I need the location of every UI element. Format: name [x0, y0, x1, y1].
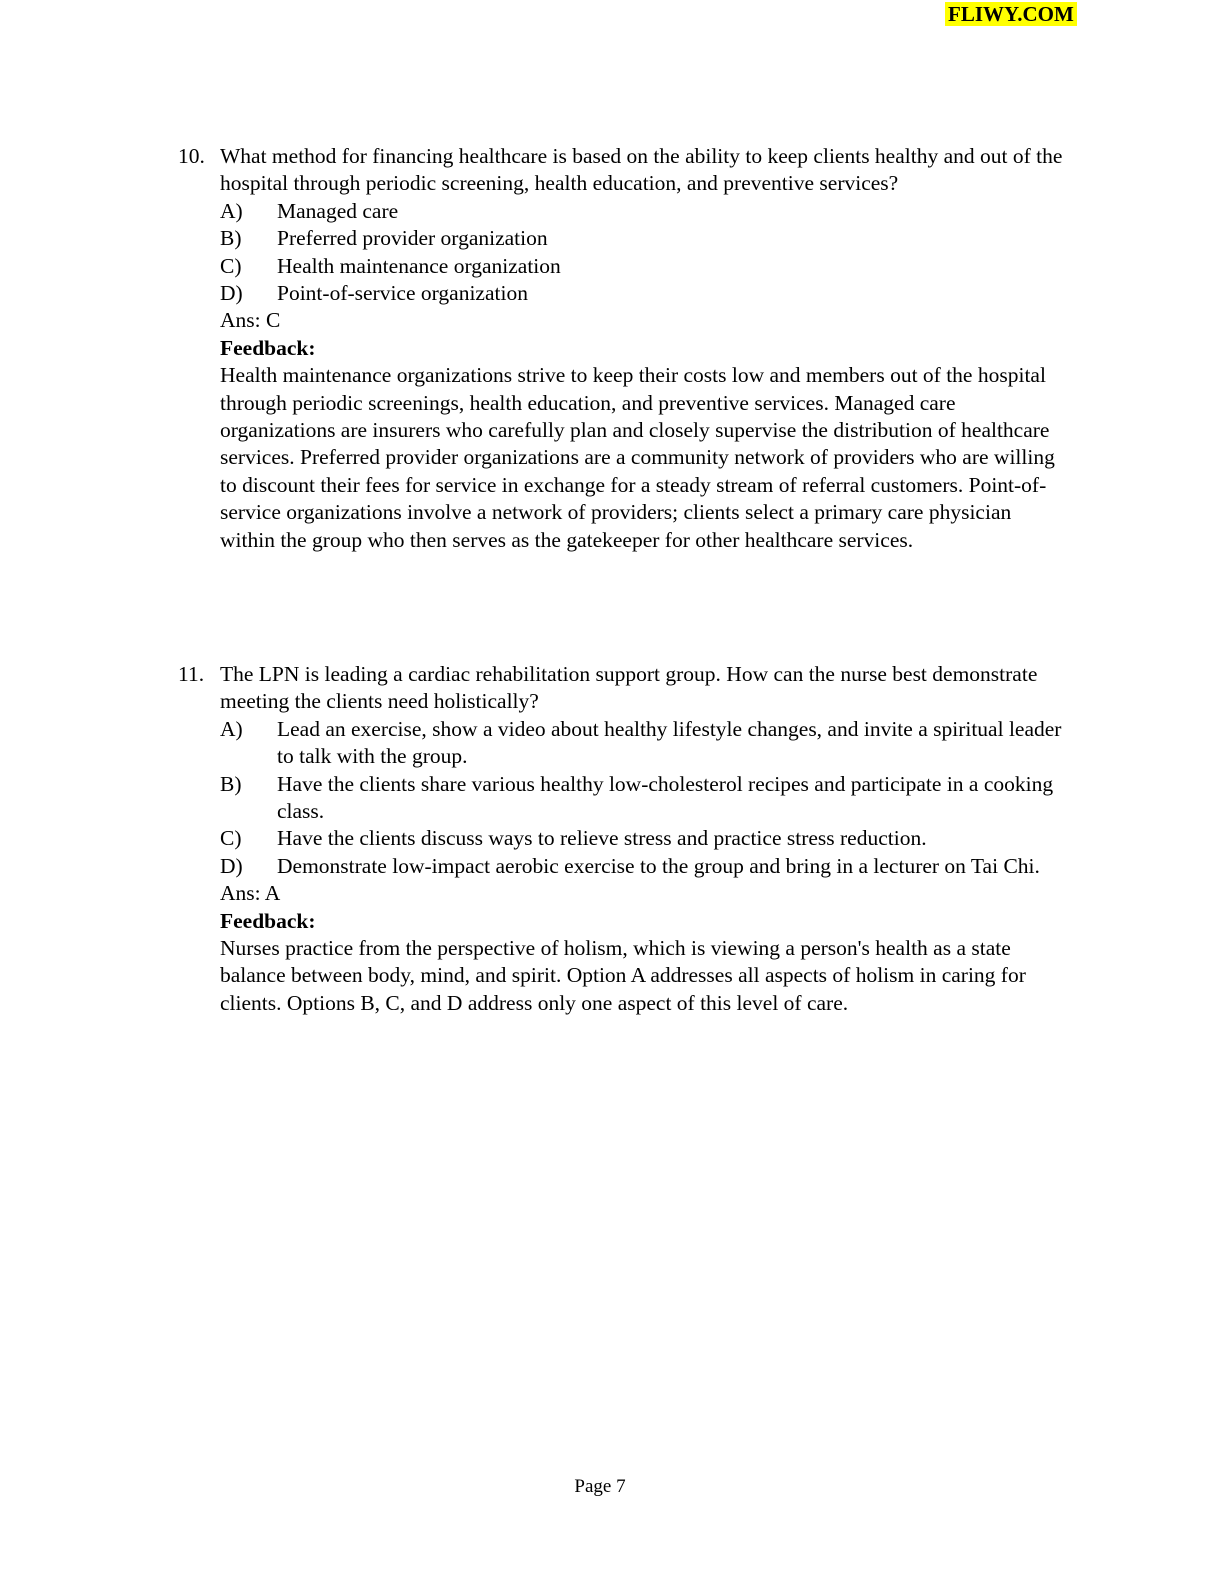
feedback-heading: Feedback: — [220, 908, 316, 933]
option-text: Point-of-service organization — [277, 281, 528, 306]
option-letter: A) — [220, 198, 243, 223]
feedback-text: Health maintenance organizations strive to keep their costs low and members out of the hospital through periodic screenings, health education, and preventive services. Managed care organizations are insurers who carefully plan and closely supervise the distribution of healthcare services. Preferred provider organizations are a community network of providers who are willing to discount their fees for service in exchange for a steady stream of referral customers. Point-of-service organizations involve a network of providers; clients select a primary care physician within the group who then serves as the gatekeeper for other healthcare services. — [220, 363, 1055, 552]
option-c — [220, 253, 1068, 280]
option-letter: B) — [220, 771, 242, 796]
feedback-heading: Feedback: — [220, 335, 316, 360]
option-letter: A) — [220, 716, 243, 741]
option-text: Preferred provider organization — [277, 226, 548, 251]
option-d — [220, 280, 1068, 307]
option-a — [220, 716, 1068, 771]
option-b — [220, 771, 1068, 826]
option-d — [220, 853, 1068, 880]
option-c — [220, 825, 1068, 852]
question-10 — [178, 143, 1068, 554]
option-letter: D) — [220, 853, 243, 878]
answer: Ans: A — [220, 881, 281, 906]
option-text: Health maintenance organization — [277, 253, 561, 278]
option-letter: C) — [220, 253, 242, 278]
option-text: Demonstrate low-impact aerobic exercise to the group and bring in a lecturer on Tai Chi. — [277, 853, 1040, 878]
option-text: Lead an exercise, show a video about healthy lifestyle changes, and invite a spiritual leader to talk with the group. — [277, 716, 1062, 769]
feedback-text: Nurses practice from the perspective of holism, which is viewing a person's health as a state balance between body, mind, and spirit. Option A addresses all aspects of holism in caring for clients. Options B, C, and D address only one aspect of this level of care. — [220, 936, 1026, 1015]
option-b — [220, 225, 1068, 252]
option-letter: D) — [220, 281, 243, 306]
option-letter: C) — [220, 826, 242, 851]
page-number: Page 7 — [574, 1476, 626, 1497]
option-letter: B) — [220, 226, 242, 251]
question-number: 11. — [178, 662, 205, 686]
option-text: Have the clients share various healthy low-cholesterol recipes and participate in a cooking class. — [277, 771, 1054, 824]
question-11 — [178, 661, 1068, 1017]
question-text: The LPN is leading a cardiac rehabilitation support group. How can the nurse best demonstrate meeting the clients need holistically? — [220, 662, 1038, 714]
watermark: FLIWY.COM — [945, 2, 1077, 26]
question-text: What method for financing healthcare is based on the ability to keep clients healthy and out of the hospital through periodic screening, health education, and preventive services? — [220, 144, 1063, 196]
options-list — [220, 198, 1068, 308]
options-list — [220, 716, 1068, 880]
option-a — [220, 198, 1068, 225]
option-text: Have the clients discuss ways to relieve stress and practice stress reduction. — [277, 826, 927, 851]
option-text: Managed care — [277, 198, 399, 223]
question-number: 10. — [178, 144, 205, 168]
answer: Ans: C — [220, 308, 281, 333]
